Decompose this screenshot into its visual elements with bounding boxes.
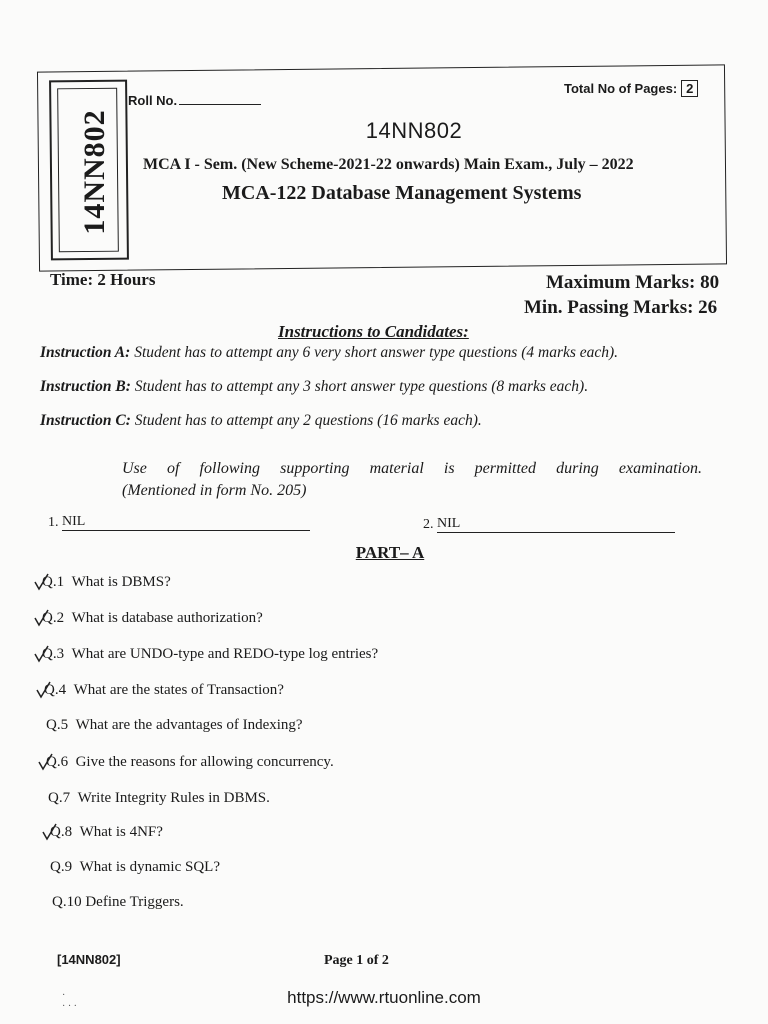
question-item	[52, 894, 184, 911]
question-item	[42, 646, 378, 663]
question-number: Q.10	[52, 894, 82, 910]
instruction-c-text: Student has to attempt any 2 questions (16 marks each).	[130, 412, 482, 429]
material-item-1	[48, 514, 310, 531]
question-item	[44, 682, 284, 699]
question-item	[48, 790, 270, 807]
question-number: Q.7	[48, 790, 71, 806]
min-passing-marks: Min. Passing Marks: 26	[524, 297, 718, 318]
supporting-material-note	[122, 458, 702, 502]
source-url[interactable]: https://www.rtuonline.com	[287, 988, 481, 1007]
tick-mark-icon	[40, 820, 62, 842]
question-text: What are the states of Transaction?	[73, 682, 284, 698]
material-item-2-value: NIL	[437, 516, 461, 531]
material-item-2	[423, 516, 675, 533]
tick-mark-icon	[32, 642, 54, 664]
question-item	[42, 610, 263, 627]
supporting-material-line1: Use of following supporting material is permitted during examination.	[122, 460, 702, 477]
question-number: Q.2	[42, 610, 65, 626]
question-text: Give the reasons for allowing concurrency.	[75, 754, 334, 770]
question-number: Q.8	[50, 824, 73, 840]
roll-no-blank	[179, 104, 261, 105]
roll-no-label: Roll No.	[128, 93, 178, 108]
scan-specks: · · · ·	[62, 990, 77, 1012]
question-text: Define Triggers.	[85, 894, 184, 910]
question-text: What are the advantages of Indexing?	[75, 717, 303, 733]
question-text: What is dynamic SQL?	[79, 859, 220, 875]
question-number: Q.6	[46, 754, 69, 770]
material-item-2-num: 2.	[423, 517, 434, 532]
subject-title: MCA-122 Database Management Systems	[222, 182, 582, 204]
part-title: PART– A	[355, 543, 425, 562]
question-number: Q.5	[46, 717, 69, 733]
exam-line: MCA I - Sem. (New Scheme-2021-22 onwards) Main Exam., July – 2022	[143, 156, 634, 173]
total-pages-label: Total No of Pages:	[564, 81, 678, 96]
tick-mark-icon	[34, 678, 56, 700]
question-item	[46, 754, 334, 771]
tick-mark-icon	[32, 606, 54, 628]
material-item-2-line	[437, 516, 675, 533]
question-text: What are UNDO-type and REDO-type log entries?	[71, 646, 379, 662]
material-item-1-line	[62, 514, 310, 531]
tick-mark-icon	[36, 750, 58, 772]
instructions-title: Instructions to Candidates:	[278, 322, 469, 341]
footer-paper-code: [14NN802]	[57, 952, 121, 967]
question-item	[50, 824, 163, 841]
instruction-a	[40, 344, 618, 362]
page-number: Page 1 of 2	[324, 953, 389, 968]
question-number: Q.3	[42, 646, 65, 662]
instruction-b-text: Student has to attempt any 3 short answer type questions (8 marks each).	[130, 378, 589, 395]
total-pages	[564, 80, 698, 97]
instruction-b	[40, 378, 588, 396]
exam-time: Time: 2 Hours	[50, 270, 156, 289]
question-number: Q.9	[50, 859, 73, 875]
roll-no-field	[128, 93, 261, 108]
max-marks: Maximum Marks: 80	[546, 272, 720, 293]
question-text: What is DBMS?	[71, 574, 171, 590]
material-item-1-num: 1.	[48, 515, 59, 530]
instruction-c-label: Instruction C:	[40, 412, 131, 429]
paper-code: 14NN802	[365, 118, 463, 143]
question-text: Write Integrity Rules in DBMS.	[77, 790, 270, 806]
question-item	[42, 574, 171, 591]
instruction-c	[40, 412, 482, 430]
instruction-b-label: Instruction B:	[40, 378, 131, 395]
vertical-paper-code: 14NN802	[78, 109, 111, 235]
instruction-a-text: Student has to attempt any 6 very short answer type questions (4 marks each).	[130, 344, 619, 361]
question-item	[46, 717, 303, 734]
total-pages-value: 2	[681, 80, 698, 97]
question-number: Q.1	[42, 574, 65, 590]
material-item-1-value: NIL	[62, 514, 86, 529]
question-text: What is 4NF?	[79, 824, 163, 840]
instruction-a-label: Instruction A:	[40, 344, 131, 361]
question-item	[50, 859, 220, 876]
question-text: What is database authorization?	[71, 610, 263, 626]
tick-mark-icon	[32, 570, 54, 592]
question-number: Q.4	[44, 682, 67, 698]
supporting-material-line2: (Mentioned in form No. 205)	[122, 482, 307, 499]
